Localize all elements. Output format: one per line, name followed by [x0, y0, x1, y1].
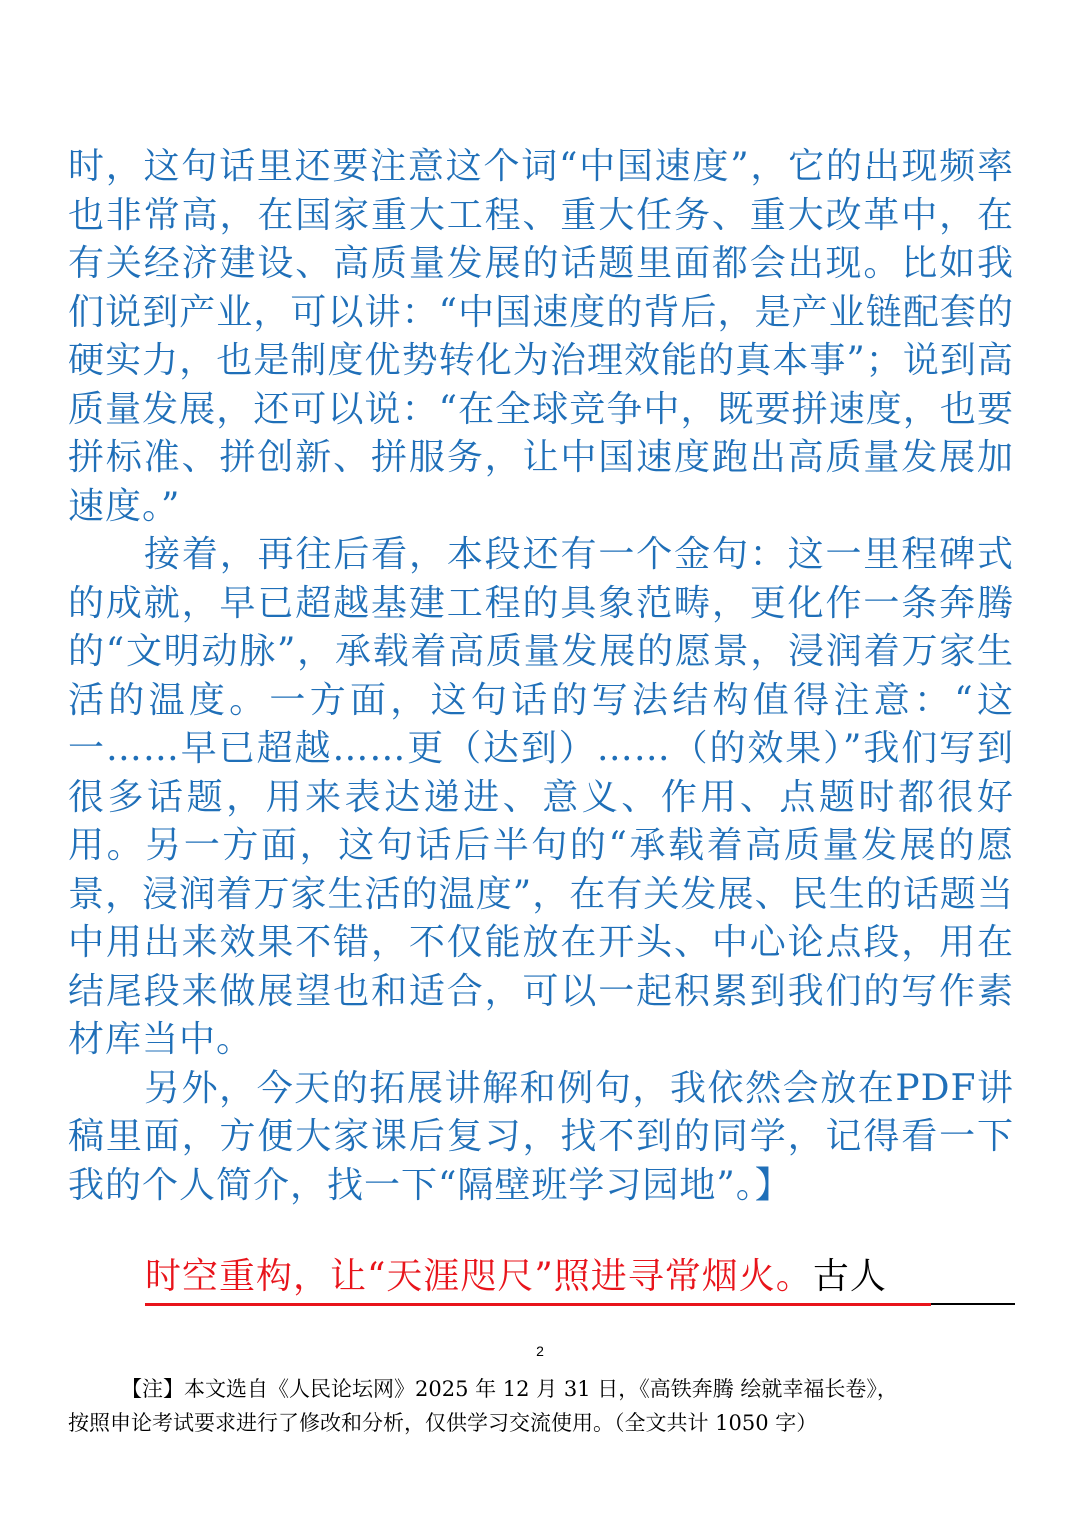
footnote	[68, 1372, 1014, 1440]
paragraph-continuation: 时，这句话里还要注意这个词“中国速度”，它的出现频率也非常高，在国家重大工程、重大任务、重大改革中，在有关经济建设、高质量发展的话题里面都会出现。比如我们说到产业，可以讲：“中国速度的背后，是产业链配套的硬实力，也是制度优势转化为治理效能的真本事”；说到高质量发展，还可以说：“在全球竞争中，既要拼速度，也要拼标准、拼创新、拼服务，让中国速度跑出高质量发展加速度。”	[68, 146, 1014, 527]
highlight-heading	[145, 1253, 1015, 1305]
article-body	[68, 143, 1014, 1210]
highlight-red-text: 时空重构，让“天涯咫尺”照进寻常烟火。	[145, 1256, 813, 1297]
paragraph-golden-sentence: 接着，再往后看，本段还有一个金句：这一里程碑式的成就，早已超越基建工程的具象范畴，更化作一条奔腾的“文明动脉”，承载着高质量发展的愿景，浸润着万家生活的温度。一方面，这句话的写法结构值得注意：“这一……早已超越……更（达到）……（的效果）”我们写到很多话题，用来表达递进、意义、作用、点题时都很好用。另一方面，这句话后半句的“承载着高质量发展的愿景，浸润着万家生活的温度”，在有关发展、民生的话题当中用出来效果不错，不仅能放在开头、中心论点段，用在结尾段来做展望也和适合，可以一起积累到我们的写作素材库当中。	[68, 534, 1014, 1060]
paragraph-closing-note: 另外，今天的拓展讲解和例句，我依然会放在PDF讲稿里面，方便大家课后复习，找不到的同学，记得看一下我的个人简介，找一下“隔壁班学习园地”。】	[68, 1067, 1014, 1206]
page-number: 2	[536, 1343, 544, 1359]
footnote-line-1: 【注】本文选自《人民论坛网》2025 年 12 月 31 日，《高铁奔腾 绘就幸福长卷》，	[121, 1377, 898, 1401]
footnote-line-2: 按照申论考试要求进行了修改和分析，仅供学习交流使用。（全文共计 1050 字）	[68, 1411, 818, 1435]
highlight-black-text: 古人	[812, 1256, 887, 1297]
red-underline	[145, 1303, 931, 1306]
